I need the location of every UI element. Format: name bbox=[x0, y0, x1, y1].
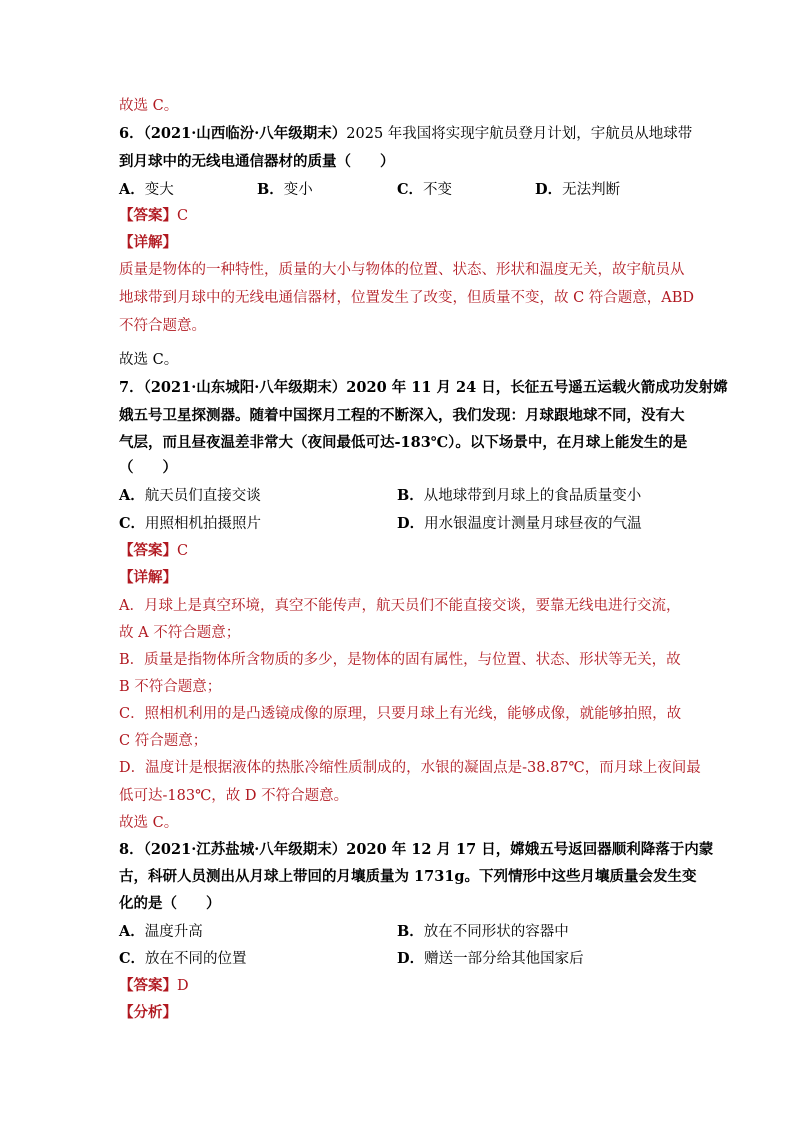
q7-stem-line1 bbox=[119, 378, 728, 398]
q7-choose-line: 故选 C。 bbox=[119, 815, 179, 831]
q6-option-b: B．变小 bbox=[257, 181, 313, 198]
q8-option-b: B．放在不同形状的容器中 bbox=[397, 923, 569, 940]
q7-option-d: D．用水银温度计测量月球昼夜的气温 bbox=[397, 515, 642, 532]
q7-detail-line: C．照相机利用的是凸透镜成像的原理，只要月球上有光线，能够成像，就能够拍照，故 bbox=[119, 706, 682, 722]
answer-tag: 【答案】 bbox=[119, 542, 177, 559]
q8-stem-line2: 古，科研人员测出从月球上带回的月壤质量为 1731g。下列情形中这些月壤质量会发生变 bbox=[119, 868, 697, 885]
q8-option-c: C．放在不同的位置 bbox=[119, 950, 247, 967]
q6-number: 6． bbox=[119, 125, 144, 142]
q8-stem-text1: 2020 年 12 月 17 日，嫦娥五号返回器顺利降落于内蒙 bbox=[346, 841, 714, 858]
q7-stem-line3: 气层，而且昼夜温差非常大（夜间最低可达-183℃）。以下场景中，在月球上能发生的是 bbox=[119, 434, 688, 451]
q6-answer-value: C bbox=[177, 208, 189, 224]
q6-source: （2021·山西临汾·八年级期末） bbox=[143, 125, 347, 142]
q8-option-a: A．温度升高 bbox=[119, 923, 203, 940]
q8-option-d: D．赠送一部分给其他国家后 bbox=[397, 950, 584, 967]
q6-option-d: D．无法判断 bbox=[535, 181, 621, 198]
q8-source: （2021·江苏盐城·八年级期末） bbox=[143, 841, 347, 858]
q7-detail-line: 故 A 不符合题意； bbox=[119, 625, 241, 641]
q6-detail-line3: 不符合题意。 bbox=[119, 318, 206, 334]
q7-option-c: C．用照相机拍摄照片 bbox=[119, 515, 262, 532]
q7-detail-line: C 符合题意； bbox=[119, 733, 208, 749]
answer-tag: 【答案】 bbox=[119, 207, 177, 224]
q7-option-b: B．从地球带到月球上的食品质量变小 bbox=[397, 487, 642, 504]
q6-option-c: C．不变 bbox=[397, 181, 453, 198]
q8-analysis-tag: 【分析】 bbox=[119, 1004, 177, 1021]
q7-answer-line bbox=[119, 541, 188, 561]
q8-stem-line1 bbox=[119, 840, 713, 860]
q6-answer-line bbox=[119, 206, 188, 226]
q8-stem-line3: 化的是（ ） bbox=[119, 895, 221, 912]
q6-option-a: A．变大 bbox=[119, 181, 174, 198]
q7-stem-line2: 娥五号卫星探测器。随着中国探月工程的不断深入，我们发现：月球跟地球不同，没有大 bbox=[119, 407, 685, 424]
q7-detail-tag: 【详解】 bbox=[119, 569, 177, 586]
q6-detail-line2: 地球带到月球中的无线电通信器材，位置发生了改变，但质量不变，故 C 符合题意，ABD bbox=[119, 290, 695, 306]
q7-detail-line: B 不符合题意； bbox=[119, 679, 222, 695]
q7-answer-value: C bbox=[177, 543, 189, 559]
answer-tag: 【答案】 bbox=[119, 977, 177, 994]
q6-detail-tag: 【详解】 bbox=[119, 234, 177, 251]
q7-stem-line4: （ ） bbox=[119, 459, 177, 476]
q7-detail-line: D．温度计是根据液体的热胀冷缩性质制成的，水银的凝固点是-38.87℃，而月球上夜间最 bbox=[119, 760, 701, 776]
q7-source: （2021·山东城阳·八年级期末） bbox=[143, 379, 347, 396]
q7-option-a: A．航天员们直接交谈 bbox=[119, 487, 261, 504]
q7-stem-text1: 2020 年 11 月 24 日，长征五号遥五运载火箭成功发射嫦 bbox=[346, 379, 728, 396]
q7-number: 7． bbox=[119, 379, 144, 396]
q6-stem-line2: 到月球中的无线电通信器材的质量（ ） bbox=[119, 153, 395, 170]
q7-detail-line: 低可达-183℃，故 D 不符合题意。 bbox=[119, 788, 349, 804]
q8-answer-line bbox=[119, 976, 189, 996]
q6-detail-line1: 质量是物体的一种特性，质量的大小与物体的位置、状态、形状和温度无关，故宇航员从 bbox=[119, 262, 685, 278]
q7-detail-line: A．月球上是真空环境，真空不能传声，航天员们不能直接交谈，要靠无线电进行交流， bbox=[119, 598, 681, 614]
q5-choose-line: 故选 C。 bbox=[119, 98, 179, 114]
q8-answer-value: D bbox=[177, 978, 189, 994]
q7-detail-line: B．质量是指物体所含物质的多少，是物体的固有属性，与位置、状态、形状等无关，故 bbox=[119, 652, 681, 668]
q6-stem-text1: 2025 年我国将实现宇航员登月计划，宇航员从地球带 bbox=[346, 126, 693, 142]
q8-number: 8． bbox=[119, 841, 144, 858]
q6-stem-line1 bbox=[119, 124, 692, 144]
q6-choose-line: 故选 C。 bbox=[119, 352, 179, 368]
